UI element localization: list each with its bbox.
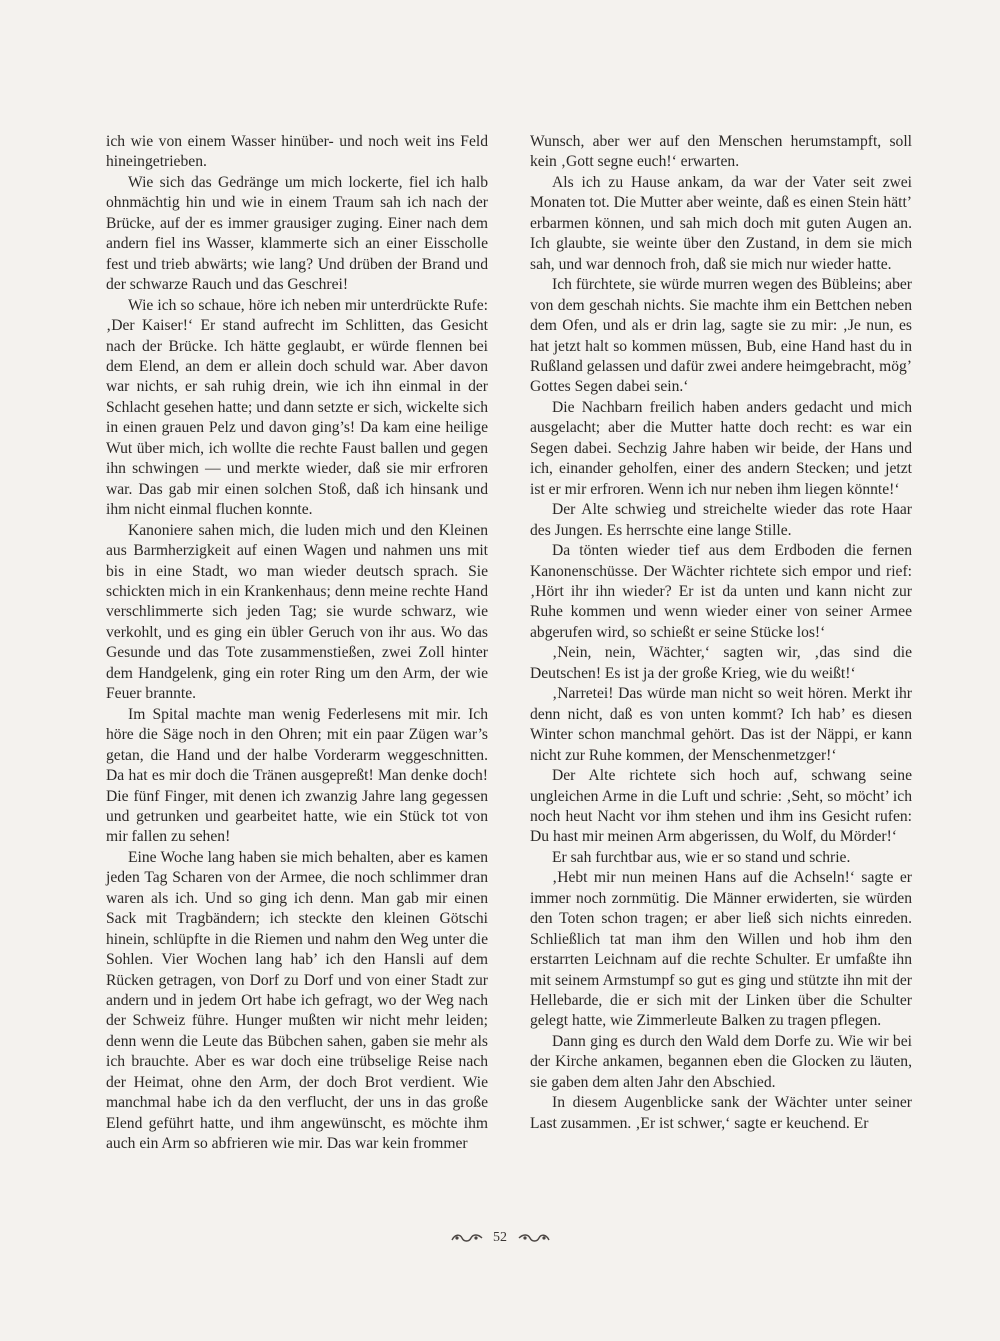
paragraph: Der Alte schwieg und streichelte wieder das rote Haar des Jungen. Es herrschte eine lange Stille. [530, 501, 912, 539]
page-number: 52 [493, 1230, 507, 1245]
paragraph: Der Alte richtete sich hoch auf, schwang seine ungleichen Arme in die Luft und schrie: ‚Seht, so möcht’ ich noch heut Nacht vor ihm stehen und ihm ins Gesicht rufen: Du hast mir meinen Arm abgerissen, du Wolf, du Mörder!‘ [530, 767, 912, 846]
paragraph: Ich fürchtete, sie würde murren wegen des Bübleins; aber von dem geschah nichts. Sie machte ihm ein Bettchen neben dem Ofen, und als er drin lag, sagte sie zu mir: ‚Je nun, es hat jetzt halt so kommen müssen, Bub, eine Hand hast du in Rußland gelassen und dafür zwei andere heimgebracht, mög’ Gottes Segen dabei sein.‘ [530, 276, 912, 396]
paragraph: Die Nachbarn freilich haben anders gedacht und mich ausgelacht; aber die Mutter hatte doch recht: es war ein Segen dabei. Sechzig Jahre haben wir beide, der Hans und ich, einander geholfen, einer des andern Stecken; und jetzt ist er mir erfroren. Wenn ich nur neben ihm liegen könnte!‘ [530, 398, 912, 498]
ornament-right-icon [517, 1232, 551, 1244]
paragraph: ich wie von einem Wasser hinüber- und noch weit ins Feld hineingetrieben. [106, 133, 488, 171]
paragraph: ‚Narretei! Das würde man nicht so weit hören. Merkt ihr denn nicht, daß es von unten kommt? Ich hab’ es diesen Winter schon manchmal gehört. Das ist der Näppi, er kann nicht zur Ruhe kommen, der Menschenmetzger!‘ [530, 685, 912, 764]
right-column [530, 132, 912, 1134]
paragraph: Wunsch, aber wer auf den Menschen herumstampft, soll kein ‚Gott segne euch!‘ erwarten. [530, 133, 912, 171]
paragraph: Er sah furchtbar aus, wie er so stand und schrie. [552, 848, 851, 866]
page-footer [0, 1230, 1000, 1246]
paragraph: Kanoniere sahen mich, die luden mich und den Kleinen aus Barmherzigkeit auf einen Wagen und nahmen uns mit bis in eine Stadt, wo man wieder deutsch sprach. Sie schickten mich in ein Krankenhaus; denn meine rechte Hand verschlimmerte sich jeden Tag; sie wurde schwarz, wie verkohlt, und es ging ein übler Geruch von ihr aus. Wo das Gesunde und das Tote zusammenstießen, zwei Zoll hinter dem Handgelenk, ging ein roter Ring um den Arm, der wie Feuer brannte. [106, 521, 488, 703]
paragraph: Wie ich so schaue, höre ich neben mir unterdrückte Rufe: ‚Der Kaiser!‘ Er stand aufrecht im Schlitten, das Gesicht nach der Brücke. Ich hätte geglaubt, er würde flennen bei dem Elend, an dem er allein doch schuld war. Aber davon war nichts, er sah ruhig drein, wie ich ihn einmal in der Schlacht gesehen hatte; und dann setzte er sich, wickelte sich in einen grauen Pelz und davon ging’s! Da kam eine heilige Wut über mich, ich wollte die rechte Faust ballen und gegen ihn schwingen — und merkte wieder, daß sie mir erfroren war. Das gab mir einen solchen Stoß, daß ich hinsank und ihm nicht einmal fluchen konnte. [106, 296, 488, 519]
paragraph: In diesem Augenblicke sank der Wächter unter seiner Last zusammen. ‚Er ist schwer,‘ sagte er keuchend. Er [530, 1094, 912, 1132]
paragraph: Dann ging es durch den Wald dem Dorfe zu. Wie wir bei der Kirche ankamen, begannen eben die Glocken zu läuten, sie gaben dem alten Jahr den Abschied. [530, 1032, 912, 1091]
paragraph: Eine Woche lang haben sie mich behalten, aber es kamen jeden Tag Scharen von der Armee, die noch schlimmer dran waren als ich. Und so ging ich denn. Man gab mir einen Sack mit Tragbändern; ich steckte den kleinen Götschi hinein, schlüpfte in die Riemen und nahm den Weg unter die Sohlen. Vier Wochen lang hab’ ich den Hansli auf dem Rücken getragen, von Dorf zu Dorf und von einer Stadt zur andern und in jedem Ort habe ich gefragt, wo der Weg nach der Schweiz führe. Hunger mußten wir nicht mehr leiden; denn wenn die Leute das Bübchen sahen, gaben sie mehr als ich brauchte. Aber es war doch eine trübselige Reise nach der Heimat, ohne den Arm, der doch Brot verdient. Wie manchmal habe ich da den verflucht, der uns in das große Elend geführt hatte, und ihm angewünscht, es möchte ihm auch ein Arm so abfrieren wie mir. Das war kein frommer [106, 848, 488, 1153]
paragraph: ‚Hebt mir nun meinen Hans auf die Achseln!‘ sagte er immer noch zornmütig. Die Männer erwiderten, sie würden den Toten schon tragen; er aber ließ sich nichts einreden. Schließlich tat man ihm den Willen und hob ihm den erstarrten Leichnam auf die rechte Schulter. Er umfaßte ihn mit seinem Armstumpf so gut es ging und stützte ihn mit der Hellebarde, die er sich mit der Linken über die Schulter gelegt hatte, wie Zimmerleute Balken zu tragen pflegen. [530, 869, 912, 1030]
paragraph: Im Spital machte man wenig Federlesens mit mir. Ich höre die Säge noch in den Ohren; mit ein paar Zügen war’s getan, die Hand und der halbe Vorderarm weggeschnitten. Da hat es mir doch die Tränen ausgepreßt! Man denke doch! Die fünf Finger, mit denen ich zwanzig Jahre lang gegessen und getrunken und gearbeitet hatte, wie ein Stück tot von mir fallen zu sehen! [106, 705, 488, 846]
paragraph: ‚Nein, nein, Wächter,‘ sagten wir, ‚das sind die Deutschen! Es ist ja der große Krieg, wie du weißt!‘ [530, 644, 912, 682]
left-column [106, 132, 488, 1155]
paragraph: Da tönten wieder tief aus dem Erdboden die fernen Kanonenschüsse. Der Wächter richtete sich empor und rief: ‚Hört ihr ihn wieder? Er ist da unten und kann nicht zur Ruhe kommen und wenn wieder einer von seiner Armee abgerufen wird, so schießt er seine Stücke los!‘ [530, 542, 912, 641]
paragraph: Wie sich das Gedränge um mich lockerte, fiel ich halb ohnmächtig hin und wie in einem Traum sah ich nach der Brücke, auf der es immer grausiger zuging. Einer nach dem andern fiel ins Wasser, klammerte sich an einer Eisscholle fest und trieb abwärts; wie lang? Und drüben der Brand und der schwarze Rauch und das Geschrei! [106, 173, 488, 294]
paragraph: Als ich zu Hause ankam, da war der Vater seit zwei Monaten tot. Die Mutter aber weinte, daß es einen Stein hätt’ erbarmen können, und sah mich doch mit guten Augen an. Ich glaubte, sie weinte über den Zustand, in dem sie mich sah, und war dennoch froh, daß sie mich nur wieder hatte. [530, 173, 912, 273]
ornament-left-icon [450, 1232, 484, 1244]
